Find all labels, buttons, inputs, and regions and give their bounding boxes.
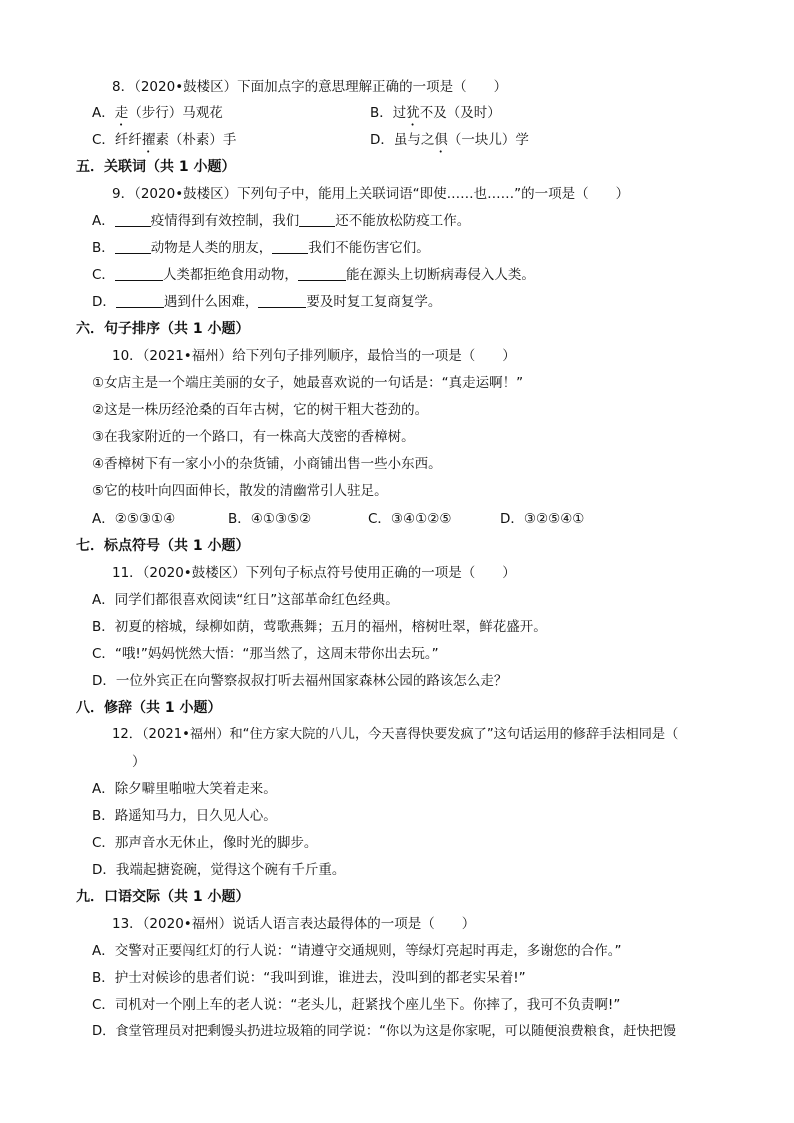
q11-option-c: C．“哦!”妈妈恍然大悟：“那当然了，这周末带你出去玩。” xyxy=(92,646,439,662)
q12-option-d: D．我端起搪瓷碗，觉得这个碗有千斤重。 xyxy=(92,862,346,878)
q10-sentence-2: ②这是一株历经沧桑的百年古树，它的树干粗大苍劲的。 xyxy=(92,402,429,418)
q8-options-ab xyxy=(92,103,754,129)
q10-sentence-4: ④香樟树下有一家小小的杂货铺，小商铺出售一些小东西。 xyxy=(92,456,442,472)
q9-option-d: D． 遇到什么困难， 要及时复工复商复学。 xyxy=(92,294,442,310)
q12-stem: 12．（2021•福州）和“住方家大院的八儿，今天喜得快要发疯了”这句话运用的修辞手法相同是（ xyxy=(112,727,679,742)
q13-stem: 13．（2020•福州）说话人语言表达最得体的一项是（ ） xyxy=(112,916,476,932)
section-8-heading: 八．修辞（共 1 小题） xyxy=(76,700,222,716)
section-6-heading: 六．句子排序（共 1 小题） xyxy=(76,321,250,337)
section-5-heading: 五．关联词（共 1 小题） xyxy=(76,159,236,175)
q9-option-c: C． 人类都拒绝食用动物， 能在源头上切断病毒侵入人类。 xyxy=(92,267,535,283)
section-7-heading: 七．标点符号（共 1 小题） xyxy=(76,538,250,554)
q9-option-a: A． 疫情得到有效控制，我们 还不能放松防疫工作。 xyxy=(92,213,471,229)
q8-option-c: C．纤纤擢素（朴素）手 xyxy=(92,132,237,148)
q10-option-c: C．③④①②⑤ xyxy=(368,511,452,527)
q11-stem: 11．（2020•鼓楼区）下列句子标点符号使用正确的一项是（ ） xyxy=(112,565,516,581)
q8-option-d: D．虽与之俱（一块儿）学 xyxy=(370,132,529,148)
q9-option-b: B． 动物是人类的朋友， 我们不能伤害它们。 xyxy=(92,240,430,256)
q11-option-a: A．同学们都很喜欢阅读“红日”这部革命红色经典。 xyxy=(92,592,399,608)
q8-options-cd xyxy=(92,130,754,156)
q10-stem: 10．（2021•福州）给下列句子排列顺序，最恰当的一项是（ ） xyxy=(112,348,516,364)
q8-option-a: A．走（步行）马观花 xyxy=(92,105,223,121)
q8-stem: 8．（2020•鼓楼区）下面加点字的意思理解正确的一项是（ ） xyxy=(112,79,508,95)
q12-option-a: A．除夕噼里啪啦大笑着走来。 xyxy=(92,781,277,797)
q13-option-b: B．护士对候诊的患者们说：“我叫到谁，谁进去，没叫到的都老实呆着!” xyxy=(92,970,526,986)
q11-option-b: B．初夏的榕城，绿柳如荫，莺歌燕舞；五月的福州，榕树吐翠，鲜花盛开。 xyxy=(92,619,547,635)
q10-option-a: A．②⑤③①④ xyxy=(92,511,176,527)
q13-option-a: A．交警对正要闯红灯的行人说：“请遵守交通规则，等绿灯亮起时再走，多谢您的合作。” xyxy=(92,943,622,959)
q12-option-b: B．路遥知马力，日久见人心。 xyxy=(92,808,277,824)
q10-option-d: D．③②⑤④① xyxy=(500,511,585,527)
q12-stem-continued: ） xyxy=(132,754,146,770)
q12-option-c: C．那声音水无休止，像时光的脚步。 xyxy=(92,835,318,851)
q10-sentence-5: ⑤它的枝叶向四面伸长，散发的清幽常引人驻足。 xyxy=(92,483,388,499)
q13-option-d: D．食堂管理员对把剩馒头扔进垃圾箱的同学说：“你以为这是你家呢，可以随便浪费粮食，赶快把馒 xyxy=(92,1024,677,1039)
q9-stem: 9．（2020•鼓楼区）下列句子中，能用上关联词语“即使……也……”的一项是（ ） xyxy=(112,186,630,202)
section-9-heading: 九．口语交际（共 1 小题） xyxy=(76,889,250,905)
q8-option-b: B．过犹不及（及时） xyxy=(370,105,501,121)
q11-option-d: D．一位外宾正在向警察叔叔打听去福州国家森林公园的路该怎么走？ xyxy=(92,673,508,689)
q10-sentence-3: ③在我家附近的一个路口，有一株高大茂密的香樟树。 xyxy=(92,429,415,445)
q10-option-b: B．④①③⑤② xyxy=(228,511,312,527)
q13-option-c: C．司机对一个刚上车的老人说：“老头儿，赶紧找个座儿坐下。你摔了，我可不负责啊!” xyxy=(92,997,621,1013)
q10-sentence-1: ①女店主是一个端庄美丽的女子，她最喜欢说的一句话是：“真走运啊！” xyxy=(92,375,524,391)
